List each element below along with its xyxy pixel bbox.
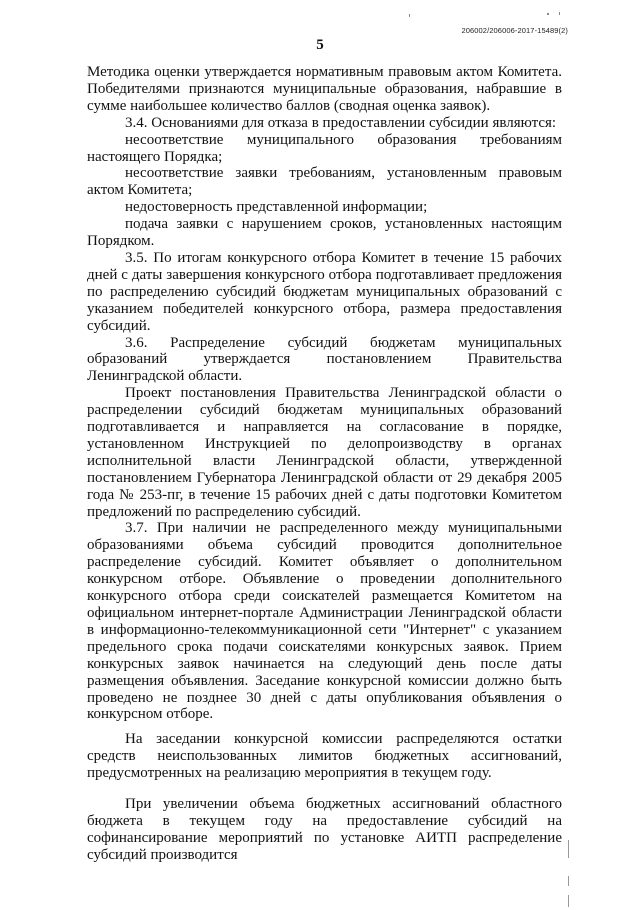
scan-speck [409, 14, 410, 17]
paragraph: 3.6. Распределение субсидий бюджетам муниципальных образований утверждается постановлением Правительства Ленинградской области. [87, 334, 562, 385]
paragraph: 3.7. При наличии не распределенного между муниципальными образованиями объема субсидий проводится дополнительное распределение субсидий. Комитет объявляет о дополнительном конкурсном отборе. Объявление о проведении дополнительного конкурсного отбора среди соискателей размещается Комитетом на официальном интернет-портале Администрации Ленинградской области в информационно-телекоммуникационной сети "Интернет" с указанием предельного срока подачи соискателями конкурсных заявок. Прием конкурсных заявок начинается на следующий день после даты размещения объявления. Заседание конкурсной комиссии должно быть проведено не позднее 30 дней с даты опубликования объявления о конкурсном отборе. [87, 520, 562, 723]
paragraph: несоответствие заявки требованиям, установленным правовым актом Комитета; [87, 165, 562, 199]
paragraph: 3.4. Основаниями для отказа в предоставлении субсидии являются: [125, 114, 557, 131]
page-number: 5 [316, 37, 324, 53]
paragraph: При увеличении объема бюджетных ассигнований областного бюджета в текущем году на предоставление субсидий на софинансирование мероприятий по установке АИТП распределение субсидий производится [87, 796, 562, 863]
scan-speck [547, 13, 549, 15]
paragraph: подача заявки с нарушением сроков, установленных настоящим Порядком. [87, 216, 562, 250]
paragraph: Методика оценки утверждается нормативным правовым актом Комитета. Победителями признаются муниципальные образования, набравшие в сумме наибольшее количество баллов (сводная оценка заявок). [87, 64, 562, 114]
document-id: 206002/206006-2017-15489(2) [461, 26, 568, 35]
paragraph: несоответствие муниципального образования требованиям настоящего Порядка; [87, 131, 562, 165]
scan-speck [559, 12, 560, 15]
paragraph: Проект постановления Правительства Ленинградской области о распределении субсидий бюджетам муниципальных образований подготавливается и направляется на согласование в порядке, установленном Инструкцией по делопроизводству в органах исполнительной власти Ленинградской области, утвержденной постановлением Губернатора Ленинградской области от 29 декабря 2005 года № 253-пг, в течение 15 рабочих дней с даты подготовки Комитетом предложений по распределению субсидий. [87, 385, 562, 520]
paragraph: недостоверность представленной информации; [125, 199, 428, 216]
scan-margin-marks [568, 840, 574, 910]
paragraph: 3.5. По итогам конкурсного отбора Комитет в течение 15 рабочих дней с даты завершения конкурсного отбора подготавливает предложения по распределению субсидий бюджетам муниципальных образований с указанием победителей конкурсного отбора, размера предоставления субсидий. [87, 249, 562, 334]
paragraph: На заседании конкурсной комиссии распределяются остатки средств неиспользованных лимитов бюджетных ассигнований, предусмотренных на реализацию мероприятия в текущем году. [87, 731, 562, 782]
document-body [87, 64, 562, 864]
